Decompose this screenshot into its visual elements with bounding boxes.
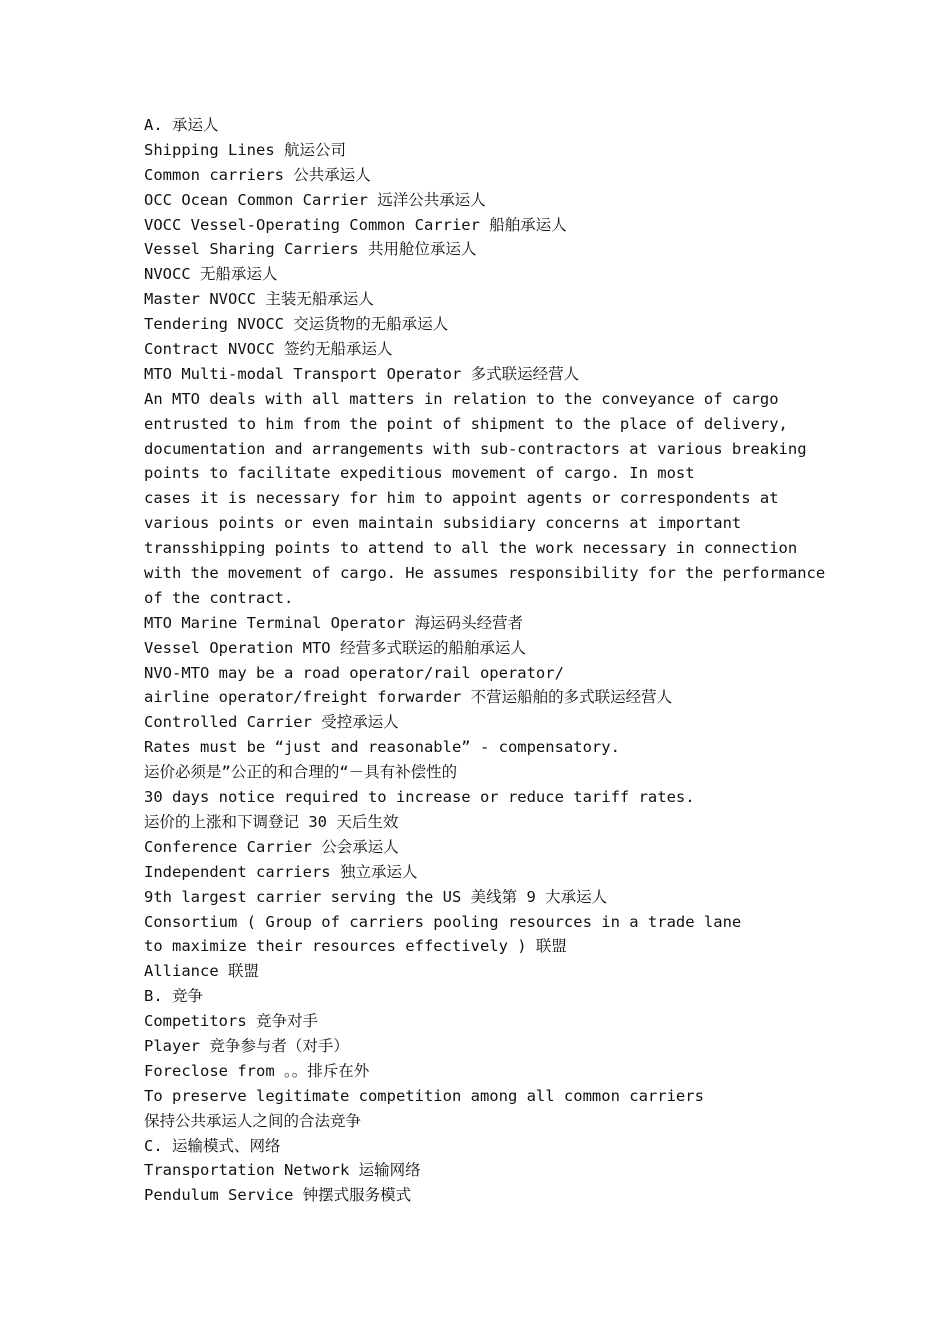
text-line: Rates must be “just and reasonable” - compensatory. xyxy=(144,738,620,757)
section-heading-carriers: A. 承运人 xyxy=(144,116,219,134)
text-line: Vessel Operation MTO 经营多式联运的船舶承运人 xyxy=(144,638,526,657)
paragraph-line: various points or even maintain subsidiary concerns at important xyxy=(144,514,742,533)
text-line: Vessel Sharing Carriers 共用舱位承运人 xyxy=(144,240,477,259)
text-line: Conference Carrier 公会承运人 xyxy=(144,837,399,856)
text-line: 9th largest carrier serving the US 美线第 9 大承运人 xyxy=(144,887,608,906)
paragraph-line: entrusted to him from the point of shipment to the place of delivery, xyxy=(144,414,788,433)
document-body xyxy=(144,113,824,1208)
text-line: Player 竞争参与者（对手） xyxy=(144,1036,349,1055)
text-line: To preserve legitimate competition among all common carriers xyxy=(144,1086,704,1105)
text-line: Transportation Network 运输网络 xyxy=(144,1161,421,1180)
paragraph-line: of the contract. xyxy=(144,588,294,607)
text-line: airline operator/freight forwarder 不营运船舶的多式联运经营人 xyxy=(144,688,673,707)
paragraph-line: documentation and arrangements with sub-contractors at various breaking xyxy=(144,439,807,458)
text-line: OCC Ocean Common Carrier 远洋公共承运人 xyxy=(144,190,486,209)
text-line: Pendulum Service 钟摆式服务模式 xyxy=(144,1186,412,1205)
paragraph-line: An MTO deals with all matters in relation to the conveyance of cargo xyxy=(144,389,779,408)
paragraph-line: with the movement of cargo. He assumes responsibility for the performance xyxy=(144,564,826,583)
text-line: Independent carriers 独立承运人 xyxy=(144,862,418,881)
text-line: MTO Marine Terminal Operator 海运码头经营者 xyxy=(144,613,524,632)
text-line: MTO Multi-modal Transport Operator 多式联运经营人 xyxy=(144,364,580,383)
text-line: VOCC Vessel-Operating Common Carrier 船舶承运人 xyxy=(144,215,567,234)
text-line: 30 days notice required to increase or reduce tariff rates. xyxy=(144,788,695,807)
text-line: Controlled Carrier 受控承运人 xyxy=(144,713,399,732)
text-line: 保持公共承运人之间的合法竞争 xyxy=(144,1111,362,1130)
text-line: Alliance 联盟 xyxy=(144,962,259,981)
text-line: 运价的上涨和下调登记 30 天后生效 xyxy=(144,812,399,831)
text-line: to maximize their resources effectively ) 联盟 xyxy=(144,937,567,956)
section-heading-competition: B. 竞争 xyxy=(144,987,203,1006)
text-line: NVOCC 无船承运人 xyxy=(144,265,278,284)
paragraph-line: transshipping points to attend to all the work necessary in connection xyxy=(144,539,798,558)
text-line: Consortium ( Group of carriers pooling resources in a trade lane xyxy=(144,912,742,931)
text-line: Contract NVOCC 签约无船承运人 xyxy=(144,340,393,359)
text-line: NVO-MTO may be a road operator/rail operator/ xyxy=(144,663,564,682)
paragraph-line: points to facilitate expeditious movement of cargo. In most xyxy=(144,464,695,483)
text-line: Shipping Lines 航运公司 xyxy=(144,140,346,159)
text-line: Tendering NVOCC 交运货物的无船承运人 xyxy=(144,315,449,334)
text-line: Competitors 竞争对手 xyxy=(144,1012,318,1031)
text-line: Master NVOCC 主装无船承运人 xyxy=(144,290,374,309)
text-line: Common carriers 公共承运人 xyxy=(144,165,371,184)
text-line: 运价必须是”公正的和合理的“－具有补偿性的 xyxy=(144,763,458,782)
text-line: Foreclose from 。。排斥在外 xyxy=(144,1061,370,1080)
section-heading-transport-network: C. 运输模式、网络 xyxy=(144,1136,281,1155)
paragraph-line: cases it is necessary for him to appoint agents or correspondents at xyxy=(144,489,779,508)
